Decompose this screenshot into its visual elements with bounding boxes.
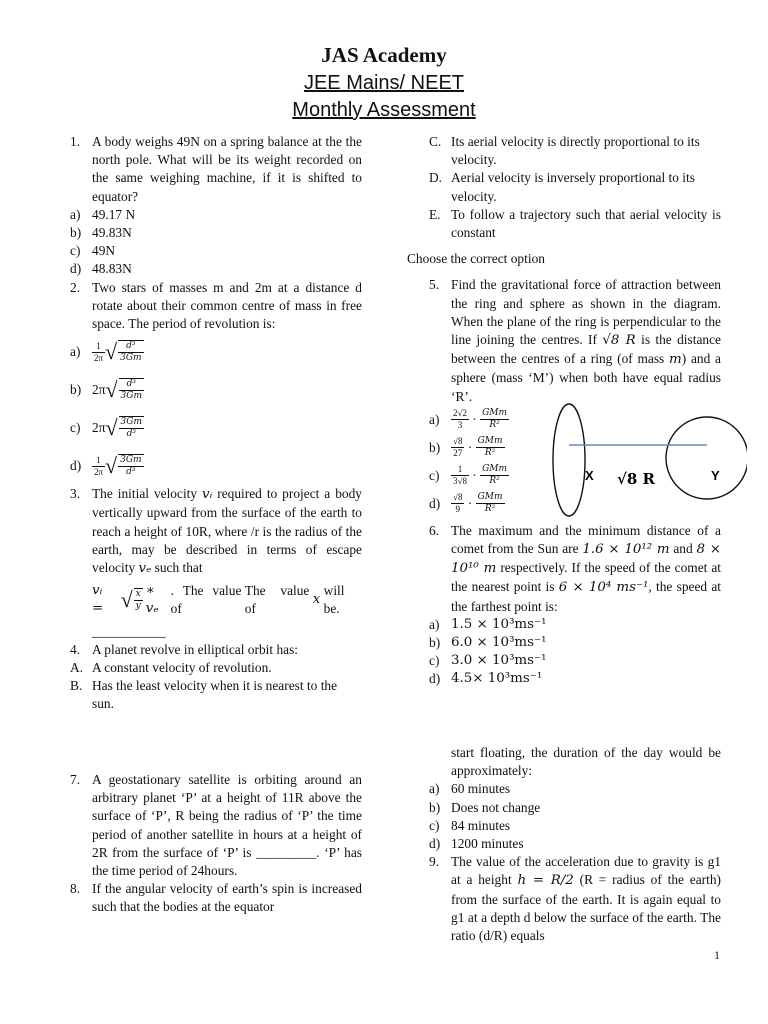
q5-option-d: d) $\frac{√8}{9}$ · $\frac{\text{GMm}}{\text{R²}}$ xyxy=(429,492,503,515)
q1-option-b: b) 49.83N xyxy=(70,225,132,241)
label-y: Y xyxy=(711,467,720,483)
q3-answer-blank: ___________ xyxy=(92,623,166,639)
q4-option-C: C. Its aerial velocity is directly proportional to its velocity. xyxy=(429,134,700,168)
question-1: 1. A body weighs 49N on a spring balance at the the north pole. What will be its weight recorded on the same weighing machine, if it is shifted to equator? xyxy=(70,134,362,204)
assessment-title: Monthly Assessment xyxy=(292,99,476,121)
page-number: 1 xyxy=(714,948,720,962)
question-3: 3. The initial velocity vᵢ required to project a body vertically upward from the surface of the earth to reach a height of 10R, where /r is the radius of the earth, may be described in terms of escape velocity vₑ such that vᵢ = √ $\frac{x}{y}$ ∗ vₑ . The value of The value of x will be. ___________ xyxy=(70,485,362,641)
q6-option-a: a) 1.5 × 10³ms⁻¹ xyxy=(429,616,547,632)
question-2: 2. Two stars of masses m and 2m at a distance d rotate about their common centre of mass in free space. The period of revolution is: xyxy=(70,279,362,332)
question-9: 9. The value of the acceleration due to gravity is g1 at a height h = R/2 (R = radius of the earth) from the surface of the earth. It is again equal to g1 at a depth d below the surface of the earth. The ratio (d/R) equals xyxy=(429,854,721,944)
q5-option-b: b) $\frac{√8}{27}$ · $\frac{\text{GMm}}{\text{R²}}$ xyxy=(429,436,503,459)
q8-option-c: c) 84 minutes xyxy=(429,817,511,833)
question-5: 5. Find the gravitational force of attraction between the ring and sphere as shown in the diagram. When the plane of the ring is perpendicular to the line joining the centres. If √8 R is the distance between the centres of a ring (of mass m) and a sphere (mass ‘M’) when both have equal radius ‘R’. xyxy=(429,277,721,404)
q8-option-b: b) Does not change xyxy=(429,799,541,815)
left-column-top xyxy=(70,133,362,714)
document-header xyxy=(0,40,768,124)
question-6: 6. The maximum and the minimum distance of a comet from the Sun are 1.6 × 10¹² m and 8 × 10¹⁰ m respectively. If the speed of the comet at the nearest point is 6 × 10⁴ ms⁻¹, the speed at the farthest point is: xyxy=(429,522,722,614)
label-distance: √8 R xyxy=(617,469,655,488)
q2-option-d: d) $\frac{1}{2\pi}$ √ $\frac{3Gm}{\text{d³}}$ xyxy=(70,453,142,479)
q1-option-d: d) 48.83N xyxy=(70,261,132,277)
q8-option-d: d) 1200 minutes xyxy=(429,836,524,852)
ring-sphere-diagram xyxy=(547,400,747,520)
question-4: 4. A planet revolve in elliptical orbit has: xyxy=(70,641,299,657)
sphere-shape xyxy=(666,417,747,499)
right-column-top xyxy=(407,133,721,689)
left-column-bottom xyxy=(70,771,362,917)
q4-option-A: A. A constant velocity of revolution. xyxy=(70,660,272,676)
q4-option-B: B. Has the least velocity when it is nearest to the sun. xyxy=(70,678,338,712)
question-2-text: Two stars of masses m and 2m at a distance d rotate about their common centre of mass in free space. The period of revolution is: xyxy=(92,279,362,332)
academy-title: JAS Academy xyxy=(321,43,447,67)
ring-shape xyxy=(553,404,585,516)
right-column-bottom xyxy=(407,744,721,945)
question-1-text: A body weighs 49N on a spring balance at the the north pole. What will be its weight recorded on the same weighing machine, if it is shifted to equator? xyxy=(92,134,362,204)
choose-instruction: Choose the correct option xyxy=(407,251,545,267)
q5-option-c: c) $\frac{1}{3√8}$ · $\frac{\text{GMm}}{\text{R²}}$ xyxy=(429,464,508,487)
q2-option-a: a) $\frac{1}{2\pi}$ √ $\frac{\text{d³}}{3Gm}$ xyxy=(70,339,142,365)
question-8: 8. If the angular velocity of earth’s spin is increased such that the bodies at the equator xyxy=(70,881,362,915)
q4-option-E: E. To follow a trajectory such that aerial velocity is constant xyxy=(429,206,721,241)
label-x: X xyxy=(585,467,594,483)
q6-option-d: d) 4.5× 10³ms⁻¹ xyxy=(429,671,543,687)
q3-formula: vᵢ = √ $\frac{x}{y}$ ∗ vₑ . The value of The value of x will be. xyxy=(92,583,345,617)
q2-option-c: c) 2π √ $\frac{3Gm}{\text{d³}}$ xyxy=(70,415,142,441)
q5-options-and-diagram xyxy=(429,406,721,518)
q6-option-c: c) 3.0 × 10³ms⁻¹ xyxy=(429,653,547,669)
q1-option-a: a) 49.17 N xyxy=(70,206,136,222)
question-7: 7. A geostationary satellite is orbiting around an arbitrary planet ‘P’ at a height of 11R above the surface of ‘P’, R being the radius of ‘P’ the time period of another satellite in hours at a height of 2R from the surface of ‘P’ is _________. ‘P’ has the time period of 24hours. xyxy=(70,772,362,879)
exam-title: JEE Mains/ NEET xyxy=(303,72,465,94)
q5-option-a: a) $\frac{2√2}{3}$ · $\frac{\text{GMm}}{\text{R²}}$ xyxy=(429,408,508,431)
q4-option-D: D. Aerial velocity is inversely proportional to its velocity. xyxy=(429,170,695,204)
q1-option-c: c) 49N xyxy=(70,243,116,259)
q2-option-b: b) 2π √ $\frac{\text{d³}}{3Gm}$ xyxy=(70,377,142,403)
q8-continuation: start floating, the duration of the day would be approximately: xyxy=(451,745,721,779)
q6-option-b: b) 6.0 × 10³ms⁻¹ xyxy=(429,635,547,651)
q8-option-a: a) 60 minutes xyxy=(429,781,511,797)
